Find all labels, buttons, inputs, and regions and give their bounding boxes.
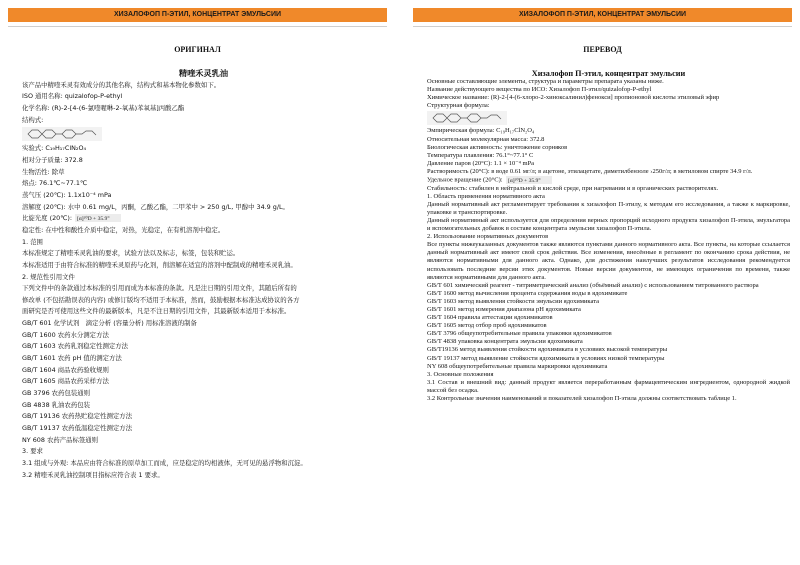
text-line: 2. Использование нормативных документов <box>427 233 549 241</box>
original-content <box>22 68 385 481</box>
header-rule <box>8 26 387 27</box>
original-page <box>0 0 395 565</box>
text-line: Все пункты нижеуказанных документов также являются пунктами данного нормативного акта. Все пункты, на которые ссылается данный нормативный акт имеют свой срок действия. Все изменения, внесённые в регламент по окончанию срока действия, не являются нормативными для данного акта. Однако, для достижения наилучших результатов исследования рекомендуется использовать последние версии этих документов. Новые версии документов, не имеющих ограничения по времени, также являются нормативными для данного акта. <box>427 241 790 281</box>
text-line: 溶解度 (20℃): 水中 0.61 mg/L，丙酮，乙酸乙酯，二甲苯中 > 250 g/L, 甲醇中 34.9 g/L。 <box>22 202 289 211</box>
structural-formula <box>427 111 790 125</box>
text-line: Эмпирическая формула: C₁₉H₁₇ClN₂O₄ <box>427 127 535 135</box>
header-banner: ХИЗАЛОФОП П-ЭТИЛ, КОНЦЕНТРАТ ЭМУЛЬСИИ <box>8 8 387 22</box>
text-line: 熔点: 76.1℃~77.1℃ <box>22 179 88 188</box>
text-line: GB/T 3796 общеупотребительные правила упаковки ядохимикатов <box>427 330 612 338</box>
text-line: GB/T 1603 农药乳剂稳定性测定方法 <box>22 342 129 351</box>
text-line: 下列文件中的条款通过本标准的引用而成为本标准的条款。凡是注日期的引用文件，其随后所有的 <box>22 284 297 293</box>
text-line: Основные составляющие элементы, структура и параметры препарата указаны ниже. <box>427 78 664 86</box>
text-line: 3.1 组成与外观: 本品应由符合标准的原草加工而成，应是稳定的均相液体，无可见的悬浮物和沉淀。 <box>22 459 307 467</box>
text-line: GB/T 601 化学试剂 滴定分析 (容量分析) 用标准溶液的制备 <box>22 319 197 328</box>
structural-formula <box>22 127 385 141</box>
svg-text:[α]²⁰D + 35.9°: [α]²⁰D + 35.9° <box>77 216 110 223</box>
text-line: GB/T 1601 农药 pH 值的测定方法 <box>22 354 122 363</box>
document-title: Хизалофоп П-этил, концентрат эмульсии <box>531 69 686 78</box>
text-line: Давление паров (20°С): 1.1 × 10⁻⁴ mPa <box>427 159 535 167</box>
text-line: Стабильность: стабилен в нейтральной и кислой среде, при нагревании и в органических растворителях. <box>427 184 719 192</box>
text-line: 1. Область применения нормативного акта <box>427 192 545 200</box>
text-line: Название действующего вещества по ИСО: Хизалофоп П-этил/quizalofop-P-ethyl <box>427 86 652 94</box>
header-banner: ХИЗАЛОФОП П-ЭТИЛ, КОНЦЕНТРАТ ЭМУЛЬСИИ <box>413 8 792 22</box>
text-line: 本标准规定了精喹禾灵乳油的要求，试验方法以及标志，标签，包装和贮运。 <box>22 249 240 258</box>
text-line: GB/T 601 химический реагент - титриметрический анализ (объёмный анализ) с использованием титрованного раствора <box>427 281 759 289</box>
text-line: GB/T 1600 метод вычисления процента содержания воды в ядохимикате <box>427 289 628 297</box>
text-line: GB/T 4838 упаковка концентрата эмульсии ядохимиката <box>427 338 583 346</box>
text-line: 该产品中精喹禾灵有效成分的其他名称，结构式和基本物化参数如下。 <box>22 80 221 89</box>
text-line <box>22 213 385 225</box>
line-text: Удельное вращение (20°С): <box>427 176 503 184</box>
line-text: 比旋光度 (20℃): <box>22 214 73 223</box>
text-line <box>427 176 790 185</box>
text-line: Температура плавления: 76.1°~77.1° С <box>427 151 534 159</box>
text-line: 结构式: <box>22 115 44 124</box>
structural-formula-image <box>427 111 507 125</box>
text-line: GB/T 1600 农药水分测定方法 <box>22 330 109 339</box>
text-line: ISO 通用名称: quizalofop-P-ethyl <box>22 92 123 101</box>
header-rule <box>413 26 792 27</box>
text-line: 2. 规范性引用文件 <box>22 272 75 281</box>
translation-content <box>427 70 790 403</box>
text-line: GB/T 1604 правила аттестации ядохимикатов <box>427 314 553 322</box>
structural-formula-image <box>22 127 102 141</box>
text-line: 相对分子质量: 372.8 <box>22 155 83 164</box>
text-line: Биологическая активность: уничтожение сорняков <box>427 143 568 151</box>
text-line: GB/T 19136 农药热贮稳定性测定方法 <box>22 412 133 421</box>
specific-rotation-image <box>506 176 552 184</box>
text-line: 1. 范围 <box>22 237 43 246</box>
text-line: GB/T 1601 метод измерения диапазона pH ядохимиката <box>427 306 581 314</box>
section-title: ОРИГИНАЛ <box>174 45 221 54</box>
text-line: Структурная формула: <box>427 102 490 110</box>
text-line: 3.2 精喹禾灵乳油控制项目指标应符合表 1 要求。 <box>22 470 164 479</box>
text-line: 蒸气压 (20℃): 1.1x10⁻⁴ mPa <box>22 190 112 199</box>
text-line: Химическое название: (R)-2-[4-(6-хлоро-2-хиноксалинил)фенокси] пропионовой кислоты этиловый эфир <box>427 94 720 102</box>
text-line: GB 3796 农药包装通则 <box>22 389 91 398</box>
text-line: GB 4838 乳油农药包装 <box>22 400 91 409</box>
text-line: 稳定性: 在中性和酸性介质中稳定，对热，光稳定，在有机溶剂中稳定。 <box>22 225 225 234</box>
text-line: GB/T 1605 商品农药采样方法 <box>22 377 109 386</box>
specific-rotation-image <box>75 214 121 222</box>
text-line: 3. Основные положения <box>427 370 494 378</box>
text-line: 3.1 Состав и внешний вид: данный продукт является переработанным фармацевтическим ингредиентом, однородной жидкой массой без осадка. <box>427 378 790 394</box>
text-line: 3. 要求 <box>22 447 43 456</box>
text-line: NY 608 农药产品标签通则 <box>22 435 99 444</box>
text-line: GB/T 1604 商品农药验收规则 <box>22 365 109 374</box>
text-line: Данный нормативный акт регламентирует требования к хизалофоп П-этилу, к методам его исследования, а также к маркировке, упаковке и транспортировке. <box>427 200 790 216</box>
text-line: NY 608 общеупотребительные правила маркировки ядохимиката <box>427 362 608 370</box>
text-line: GB/T 19137 农药低温稳定性测定方法 <box>22 424 133 433</box>
text-line: GB/T 1605 метод отбор проб ядохимикатов <box>427 322 547 330</box>
text-line: GB/T19136 метод выявления стойкости ядохимиката в условиях высокой температуры <box>427 346 668 354</box>
text-line: 生物活性: 除草 <box>22 167 65 176</box>
section-title: ПЕРЕВОД <box>583 45 622 54</box>
text-line: GB/T 19137 метод выявление стойкости ядохимиката в условиях низкой температуры <box>427 354 665 362</box>
text-line: 实验式: C₁₉H₁₇ClN₂O₄ <box>22 144 87 153</box>
text-line: GB/T 1603 метод выявления стойкости эмульсии ядохимиката <box>427 297 600 305</box>
text-line: 本标准适用于由符合标准的精喹禾灵原药与化剂，削溶解在适宜的溶剂中配制成的精喹禾灵乳油。 <box>22 260 297 269</box>
text-line: 3.2 Контрольные значения наименований и показателей хизалофоп П-этила должны соответствовать таблице 1. <box>427 395 737 403</box>
text-line: Растворимость (20°С): в воде 0.61 мг/л; в ацетоне, этилацетате, диметилбензоле ›250г/л; в метиловом спирте 34.9 г/л. <box>427 167 753 175</box>
svg-text:[α]²⁰D + 35.9°: [α]²⁰D + 35.9° <box>507 178 541 185</box>
text-line: 修改单 (不包括勘误表的内容) 或修订版均不适用于本标准，然而，鼓励根据本标准达成协议的各方 <box>22 295 300 304</box>
text-line: 面研究是否可使用这些文件的最新版本，凡是不注日期的引用文件，其最新版本适用于本标准。 <box>22 307 291 316</box>
translation-page <box>405 0 800 565</box>
document-title: 精喹禾灵乳油 <box>178 68 229 78</box>
text-line: Данный нормативный акт используется для определения верных пропорций исходного продукта хизалофоп П-этила, эмульгатора и вспомогательных добавок в составе концентрата эмульсии хизалофоп П-этила. <box>427 216 790 233</box>
text-line: 化学名称: (R)-2-[4-(6-氯喹喔啉-2-氧基)苯氧基]丙酸乙酯 <box>22 103 185 112</box>
text-line: Относительная молекулярная масса: 372.8 <box>427 135 545 143</box>
